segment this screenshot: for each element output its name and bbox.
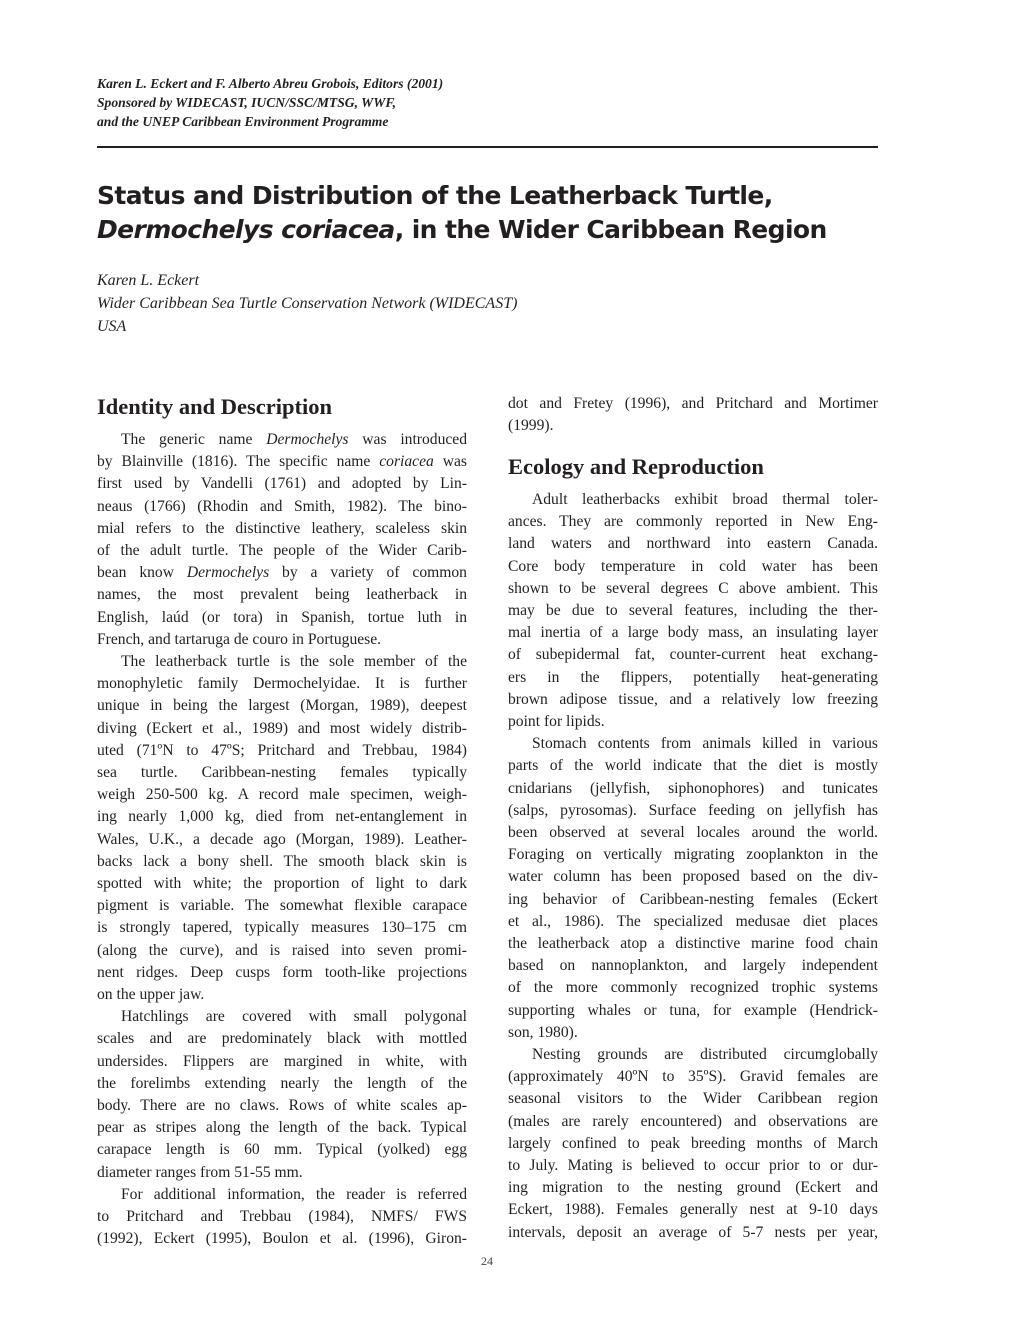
text-line — [97, 429, 467, 451]
text-segment: weigh 250-500 kg. A record male specimen, weigh- — [97, 786, 467, 804]
text-line — [97, 940, 467, 962]
text-line: point for lipids. — [508, 713, 605, 730]
italic-term: Dermochelys — [186, 564, 270, 582]
text-segment: dot and Fretey (1996), and Pritchard and Mortimer — [508, 395, 878, 412]
text-segment: nent ridges. Deep cusps form tooth-like projections — [97, 963, 467, 981]
text-segment: neaus (1766) (Rhodin and Smith, 1982). The bino- — [97, 497, 467, 515]
text-line: mal inertia of a large body mass, an insulating layer — [508, 624, 878, 642]
text-segment: English, laúd (or tora) in Spanish, tortue luth in — [97, 608, 467, 626]
text-line — [97, 695, 467, 717]
text-line — [97, 1206, 467, 1228]
text-line: (salps, pyrosomas). Surface feeding on jellyfish has — [508, 801, 878, 819]
text-line: based on nannoplankton, and largely independent — [508, 957, 878, 975]
text-segment: mial refers to the distinctive leathery, scaleless skin — [97, 519, 467, 537]
text-line — [97, 1184, 467, 1206]
text-line — [97, 518, 467, 540]
text-segment: diameter ranges from 51-55 mm. — [97, 1163, 303, 1181]
text-line: intervals, deposit an average of 5-7 nests per year, — [508, 1223, 878, 1241]
text-line: land waters and northward into eastern Canada. — [508, 535, 878, 553]
text-line — [97, 851, 467, 873]
text-segment: carapace length is 60 mm. Typical (yolked) egg — [97, 1141, 467, 1159]
text-segment: bean know — [97, 564, 187, 582]
text-segment: ing nearly 1,000 kg, died from net-entanglement in — [97, 808, 467, 826]
author-country: USA — [97, 318, 127, 335]
text-line: (approximately 40ºN to 35ºS). Gravid females are — [508, 1068, 878, 1086]
text-segment: spotted with white; the proportion of light to dark — [97, 875, 467, 892]
text-line — [97, 806, 467, 828]
text-segment: the forelimbs extending nearly the length of the — [97, 1074, 467, 1092]
text-line — [97, 962, 467, 984]
text-line: Nesting grounds are distributed circumglobally — [532, 1046, 878, 1063]
text-line: of subepidermal fat, counter-current heat exchang- — [508, 646, 878, 664]
text-line: seasonal visitors to the Wider Caribbean region — [508, 1090, 878, 1108]
header-rule — [97, 146, 878, 148]
text-line: been observed at several locales around the world. — [508, 824, 878, 841]
text-line — [97, 1139, 467, 1161]
text-line — [97, 762, 467, 784]
text-segment: first used by Vandelli (1761) and adopted by Lin- — [97, 475, 467, 493]
text-segment: (1992), Eckert (1995), Boulon et al. (1996), Giron- — [97, 1230, 467, 1248]
text-segment: pigment is variable. The somewhat flexible carapace — [97, 897, 467, 915]
text-line: shown to be several degrees C above ambient. This — [508, 579, 878, 597]
text-segment: of the adult turtle. The people of the Wider Carib- — [97, 542, 467, 559]
text-segment: monophyletic family Dermochelyidae. It is further — [97, 675, 467, 693]
text-line: Stomach contents from animals killed in various — [532, 735, 878, 753]
text-line — [97, 1228, 467, 1250]
text-line — [508, 415, 878, 437]
page-number: 24 — [481, 1254, 493, 1268]
text-line — [97, 451, 467, 473]
author-affiliation: Wider Caribbean Sea Turtle Conservation Network (WIDECAST) — [97, 295, 518, 312]
text-line — [97, 629, 467, 651]
text-line — [97, 784, 467, 806]
text-line: to July. Mating is believed to occur prior to or dur- — [508, 1157, 878, 1174]
text-line — [97, 562, 467, 584]
text-line — [97, 740, 467, 762]
text-line: Foraging on vertically migrating zooplankton in the — [508, 846, 878, 864]
text-line: (males are rarely encountered) and observations are — [508, 1112, 878, 1130]
text-line: water column has been proposed based on the div- — [508, 868, 878, 886]
header-programme: and the UNEP Caribbean Environment Programme — [97, 114, 389, 129]
text-segment: diving (Eckert et al., 1989) and most widely distrib- — [97, 719, 467, 737]
text-segment: French, and tartaruga de couro in Portuguese. — [97, 630, 382, 648]
text-segment: was introduced — [348, 431, 468, 448]
text-line: Adult leatherbacks exhibit broad thermal toler- — [532, 491, 878, 508]
text-line: brown adipose tissue, and a relatively low freezing — [508, 690, 878, 708]
text-line — [97, 651, 467, 673]
text-segment: uted (71ºN to 47ºS; Pritchard and Trebbau, 1984) — [97, 741, 467, 759]
text-segment: body. There are no claws. Rows of white scales ap- — [97, 1097, 467, 1114]
text-segment: on the upper jaw. — [97, 986, 205, 1003]
page-title-line-2 — [97, 213, 827, 247]
section-heading-ecology: Ecology and Reproduction — [508, 454, 764, 479]
text-segment: The leatherback turtle is the sole member of the — [121, 653, 467, 670]
text-line: Eckert, 1988). Females generally nest at 9-10 days — [508, 1201, 878, 1219]
text-line — [97, 917, 467, 939]
italic-term: coriacea — [379, 453, 434, 471]
text-line: ing behavior of Caribbean-nesting females (Eckert — [508, 890, 878, 908]
text-line — [97, 1117, 467, 1139]
text-segment: (1999). — [508, 417, 554, 435]
text-line — [97, 607, 467, 629]
text-line — [97, 496, 467, 518]
page-title-line-1: Status and Distribution of the Leatherback Turtle, — [97, 181, 773, 210]
text-segment: Wales, U.K., a decade ago (Morgan, 1989). Leather- — [97, 830, 467, 848]
text-segment: names, the most prevalent being leatherback in — [97, 586, 467, 604]
author-name: Karen L. Eckert — [97, 272, 200, 289]
header-editors: Karen L. Eckert and F. Alberto Abreu Grobois, Editors (2001) — [97, 76, 444, 91]
text-line — [97, 829, 467, 851]
italic-term: Dermochelys — [266, 431, 349, 448]
text-line: Core body temperature in cold water has been — [508, 557, 878, 575]
section-heading-identity: Identity and Description — [97, 394, 333, 419]
text-line — [97, 584, 467, 606]
text-line — [97, 984, 467, 1006]
text-line: ers in the flippers, potentially heat-generating — [508, 668, 878, 686]
text-segment: For additional information, the reader is referred — [121, 1185, 467, 1203]
text-line — [508, 393, 878, 415]
text-line: largely confined to peak breeding months of March — [508, 1134, 878, 1152]
text-segment: by a variety of common — [269, 564, 467, 582]
text-line — [97, 673, 467, 695]
text-line: son, 1980). — [508, 1023, 578, 1041]
text-segment: (along the curve), and is raised into seven promi- — [97, 941, 467, 959]
text-segment: unique in being the largest (Morgan, 1989), deepest — [97, 697, 467, 715]
text-line — [97, 873, 467, 895]
text-line: of the more commonly recognized trophic systems — [508, 979, 878, 997]
text-line — [97, 1073, 467, 1095]
text-line — [97, 718, 467, 740]
text-segment: sea turtle. Caribbean-nesting females typically — [97, 764, 467, 781]
text-line — [97, 1028, 467, 1050]
text-line — [97, 473, 467, 495]
species-name: Dermochelys coriacea — [97, 215, 395, 244]
text-line — [97, 1095, 467, 1117]
text-segment: by Blainville (1816). The specific name — [97, 453, 380, 471]
text-line: ing migration to the nesting ground (Eckert and — [508, 1179, 878, 1197]
text-line: supporting whales or tuna, for example (Hendrick- — [508, 1001, 878, 1019]
text-segment: undersides. Flippers are margined in white, with — [97, 1052, 467, 1070]
text-segment: scales and are predominately black with mottled — [97, 1030, 467, 1048]
header-sponsors: Sponsored by WIDECAST, IUCN/SSC/MTSG, WWF, — [97, 95, 397, 110]
text-segment: backs lack a bony shell. The smooth black skin is — [97, 852, 467, 870]
text-segment: is strongly tapered, typically measures 130–175 cm — [97, 919, 467, 937]
text-line — [97, 895, 467, 917]
text-segment: The generic name — [121, 431, 267, 448]
text-line — [97, 1162, 467, 1184]
text-line: ances. They are commonly reported in New Eng- — [508, 513, 878, 531]
text-line — [97, 540, 467, 562]
text-segment: Hatchlings are covered with small polygonal — [121, 1008, 467, 1026]
text-line: parts of the world indicate that the diet is mostly — [508, 757, 878, 775]
text-line: may be due to several features, including the ther- — [508, 602, 878, 619]
text-segment: was — [433, 453, 467, 471]
text-segment: pear as stripes along the length of the back. Typical — [97, 1119, 467, 1137]
text-segment: to Pritchard and Trebbau (1984), NMFS/ FWS — [97, 1208, 467, 1225]
text-line — [97, 1006, 467, 1028]
text-line: the leatherback atop a distinctive marine food chain — [508, 935, 878, 952]
text-line: et al., 1986). The specialized medusae diet places — [508, 912, 878, 930]
title-rest: , in the Wider Caribbean Region — [394, 215, 827, 244]
text-line: cnidarians (jellyfish, siphonophores) and tunicates — [508, 779, 878, 797]
text-line — [97, 1051, 467, 1073]
